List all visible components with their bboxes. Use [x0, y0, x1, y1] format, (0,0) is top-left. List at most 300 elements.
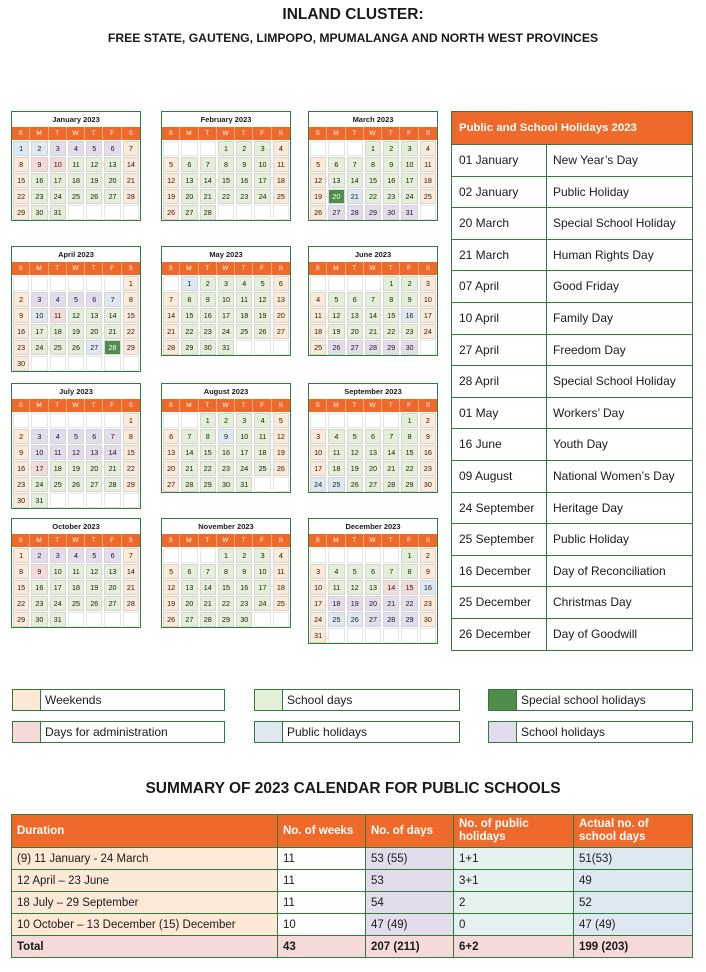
day-cell: 16: [13, 324, 29, 339]
day-cell: 5: [68, 429, 84, 444]
day-cell: 22: [401, 461, 417, 476]
day-cell: 11: [50, 445, 66, 460]
day-cell: 7: [181, 429, 197, 444]
day-cell: 5: [310, 157, 326, 172]
weekday-label: T: [382, 399, 400, 412]
empty-day-cell: [68, 413, 84, 428]
weekday-label: M: [180, 262, 198, 275]
day-cell: 1: [365, 141, 381, 156]
empty-day-cell: [328, 548, 344, 563]
weekday-label: S: [162, 262, 180, 275]
month-calendar: [11, 111, 141, 221]
day-cell: 26: [86, 596, 102, 611]
day-cell: 19: [68, 324, 84, 339]
day-cell: 10: [236, 429, 252, 444]
page-title: INLAND CLUSTER:: [282, 6, 424, 23]
day-cell: 27: [365, 612, 381, 627]
weekday-label: T: [199, 262, 217, 275]
month-calendar: [11, 518, 141, 628]
legend-label: School days: [287, 693, 353, 707]
day-cell: 13: [328, 173, 344, 188]
holiday-row: [452, 397, 692, 429]
day-cell: 24: [254, 596, 270, 611]
day-cell: 22: [365, 189, 381, 204]
weekday-label: S: [309, 262, 327, 275]
day-cell: 2: [31, 548, 47, 563]
weekday-label: T: [85, 534, 103, 547]
weekday-label: M: [180, 127, 198, 140]
day-cell: 2: [31, 141, 47, 156]
holiday-row: [452, 334, 692, 366]
day-cell: 8: [218, 564, 234, 579]
day-cell: 12: [328, 308, 344, 323]
day-cell: 16: [200, 308, 216, 323]
day-cell: 6: [86, 292, 102, 307]
day-cell: 25: [328, 477, 344, 492]
day-cell: 25: [236, 324, 252, 339]
weekday-label: W: [364, 534, 382, 547]
day-cell: 2: [401, 276, 417, 291]
summary-title: SUMMARY OF 2023 CALENDAR FOR PUBLIC SCHOOLS: [145, 780, 561, 797]
summary-header: No. of weeks: [278, 815, 366, 848]
day-cell: 3: [218, 276, 234, 291]
day-cell: 15: [383, 308, 399, 323]
day-cell: 1: [181, 276, 197, 291]
empty-day-cell: [163, 141, 179, 156]
day-cell: 13: [273, 292, 289, 307]
day-cell: 16: [31, 173, 47, 188]
summary-cell: 51(53): [574, 848, 693, 870]
summary-cell: 2: [454, 892, 574, 914]
day-cell: 29: [218, 612, 234, 627]
weekday-label: F: [103, 127, 121, 140]
day-cell: 4: [420, 141, 436, 156]
day-cell: 21: [123, 173, 139, 188]
day-cell: 13: [347, 308, 363, 323]
day-cell: 30: [13, 493, 29, 508]
day-cell: 11: [68, 157, 84, 172]
day-cell: 24: [218, 324, 234, 339]
weekday-label: W: [364, 262, 382, 275]
day-cell: 8: [218, 157, 234, 172]
empty-day-cell: [383, 413, 399, 428]
day-cell: 5: [68, 292, 84, 307]
day-cell: 2: [218, 413, 234, 428]
day-cell: 25: [273, 189, 289, 204]
legend-item: [488, 721, 693, 743]
day-cell: 3: [310, 429, 326, 444]
month-name: March 2023: [352, 115, 394, 124]
day-cell: 10: [31, 445, 47, 460]
day-cell: 6: [328, 157, 344, 172]
day-cell: 23: [401, 324, 417, 339]
day-cell: 26: [254, 324, 270, 339]
empty-day-cell: [254, 477, 270, 492]
holiday-name: National Women’s Day: [553, 468, 675, 483]
weekday-label: S: [425, 402, 431, 409]
weekday-label: W: [217, 534, 235, 547]
weekday-label: M: [30, 262, 48, 275]
holiday-row: [452, 365, 692, 397]
month-calendar: [308, 518, 438, 644]
day-cell: 30: [13, 356, 29, 371]
holiday-date: 02 January: [452, 177, 547, 208]
holiday-row: [452, 270, 692, 302]
day-cell: 22: [13, 189, 29, 204]
holiday-row: [452, 618, 692, 650]
month-name: May 2023: [209, 250, 243, 259]
day-cell: 19: [347, 461, 363, 476]
weekday-label: S: [278, 537, 284, 544]
day-cell: 18: [68, 173, 84, 188]
day-cell: 28: [365, 340, 381, 355]
day-cell: 31: [236, 477, 252, 492]
day-cell: 8: [13, 564, 29, 579]
day-cell: 3: [50, 548, 66, 563]
weekday-header: [12, 534, 140, 547]
summary-header: Duration: [12, 815, 278, 848]
weekday-label: S: [12, 534, 30, 547]
holiday-name: Special School Holiday: [553, 216, 676, 231]
day-cell: 2: [13, 292, 29, 307]
empty-day-cell: [31, 356, 47, 371]
holiday-name: Workers’ Day: [553, 405, 625, 420]
day-cell: 24: [50, 189, 66, 204]
empty-day-cell: [383, 548, 399, 563]
weekday-label: T: [235, 262, 253, 275]
summary-cell: 47 (49): [366, 914, 454, 936]
summary-cell: 53 (55): [366, 848, 454, 870]
weekday-label: F: [400, 534, 418, 547]
summary-cell: 11: [278, 848, 366, 870]
day-cell: 6: [365, 429, 381, 444]
holiday-date: 26 December: [452, 619, 547, 650]
day-cell: 11: [328, 445, 344, 460]
day-cell: 26: [163, 205, 179, 220]
day-cell: 15: [401, 445, 417, 460]
day-cell: 24: [310, 477, 326, 492]
day-cell: 8: [365, 157, 381, 172]
empty-day-cell: [86, 413, 102, 428]
month-calendar: [308, 383, 438, 493]
day-cell: 11: [254, 429, 270, 444]
day-cell: 11: [50, 308, 66, 323]
weekday-label: S: [162, 534, 180, 547]
day-cell: 6: [347, 292, 363, 307]
day-cell: 16: [401, 308, 417, 323]
weekday-label: F: [103, 399, 121, 412]
day-cell: 27: [328, 205, 344, 220]
weekday-label: W: [217, 127, 235, 140]
day-cell: 21: [383, 596, 399, 611]
day-cell: 12: [68, 308, 84, 323]
day-cell: 24: [310, 612, 326, 627]
day-cell: 30: [31, 612, 47, 627]
day-cell: 20: [104, 580, 120, 595]
day-cell: 28: [104, 340, 120, 355]
empty-day-cell: [68, 612, 84, 627]
day-cell: 9: [383, 157, 399, 172]
holiday-row: [452, 428, 692, 460]
day-cell: 17: [420, 308, 436, 323]
empty-day-cell: [181, 413, 197, 428]
month-name: June 2023: [354, 250, 392, 259]
empty-day-cell: [123, 612, 139, 627]
holiday-date: 24 September: [452, 493, 547, 524]
weekday-label: S: [128, 537, 134, 544]
holiday-name: Day of Reconciliation: [553, 563, 666, 578]
legend-item: [12, 689, 225, 711]
day-cell: 3: [31, 429, 47, 444]
summary-table: [11, 814, 693, 958]
holiday-date: 16 June: [452, 429, 547, 460]
day-cell: 8: [13, 157, 29, 172]
day-cell: 14: [123, 157, 139, 172]
summary-row: [12, 870, 693, 892]
day-cell: 18: [236, 308, 252, 323]
empty-day-cell: [254, 205, 270, 220]
day-cell: 15: [123, 445, 139, 460]
day-cell: 29: [365, 205, 381, 220]
day-cell: 7: [383, 564, 399, 579]
day-cell: 28: [347, 205, 363, 220]
legend-label: Special school holidays: [521, 693, 646, 707]
legend-swatch: [489, 722, 517, 742]
day-cell: 23: [236, 596, 252, 611]
day-cell: 8: [181, 292, 197, 307]
day-cell: 26: [68, 340, 84, 355]
month-calendar: [11, 246, 141, 372]
day-cell: 30: [218, 477, 234, 492]
day-cell: 26: [163, 612, 179, 627]
day-cell: 12: [254, 292, 270, 307]
weekday-label: M: [30, 399, 48, 412]
day-cell: 31: [50, 612, 66, 627]
weekday-label: T: [85, 399, 103, 412]
day-cell: 15: [218, 580, 234, 595]
day-cell: 22: [218, 596, 234, 611]
day-cell: 26: [347, 612, 363, 627]
day-cell: 15: [200, 445, 216, 460]
day-cell: 14: [104, 445, 120, 460]
weekday-label: T: [85, 127, 103, 140]
day-cell: 21: [200, 189, 216, 204]
day-cell: 20: [365, 596, 381, 611]
day-cell: 15: [13, 173, 29, 188]
holiday-row: [452, 239, 692, 271]
day-cell: 18: [254, 445, 270, 460]
day-cell: 28: [383, 477, 399, 492]
day-cell: 28: [200, 205, 216, 220]
day-cell: 10: [310, 445, 326, 460]
empty-day-cell: [273, 612, 289, 627]
month-calendar: [161, 111, 291, 221]
weekday-label: T: [382, 127, 400, 140]
day-cell: 4: [68, 548, 84, 563]
weekday-label: W: [217, 262, 235, 275]
day-cell: 28: [383, 612, 399, 627]
day-cell: 13: [181, 173, 197, 188]
summary-header: Actual no. of school days: [574, 815, 693, 848]
summary-cell: 10 October – 13 December (15) December: [12, 914, 278, 936]
holiday-list-title: Public and School Holidays 2023: [452, 112, 692, 144]
day-cell: 24: [401, 189, 417, 204]
day-cell: 17: [31, 461, 47, 476]
day-cell: 12: [68, 445, 84, 460]
day-cell: 2: [236, 141, 252, 156]
summary-cell: 52: [574, 892, 693, 914]
day-cell: 19: [86, 580, 102, 595]
empty-day-cell: [328, 413, 344, 428]
day-cell: 21: [383, 461, 399, 476]
day-cell: 24: [236, 461, 252, 476]
day-cell: 28: [181, 477, 197, 492]
day-cell: 14: [123, 564, 139, 579]
day-cell: 15: [181, 308, 197, 323]
weekday-label: T: [49, 127, 67, 140]
day-cell: 17: [50, 173, 66, 188]
day-cell: 1: [123, 413, 139, 428]
day-cell: 6: [273, 276, 289, 291]
day-cell: 3: [254, 548, 270, 563]
weekday-header: [12, 399, 140, 412]
day-cell: 16: [383, 173, 399, 188]
day-cell: 29: [383, 340, 399, 355]
month-name: January 2023: [52, 115, 100, 124]
weekday-header: [12, 127, 140, 140]
day-cell: 6: [104, 548, 120, 563]
empty-day-cell: [104, 612, 120, 627]
day-cell: 27: [181, 205, 197, 220]
day-cell: 29: [200, 477, 216, 492]
day-cell: 15: [123, 308, 139, 323]
weekday-label: F: [253, 262, 271, 275]
empty-day-cell: [200, 141, 216, 156]
day-cell: 7: [123, 141, 139, 156]
weekday-header: [309, 534, 437, 547]
day-cell: 12: [310, 173, 326, 188]
empty-day-cell: [347, 413, 363, 428]
empty-day-cell: [401, 628, 417, 643]
empty-day-cell: [86, 205, 102, 220]
weekday-label: S: [425, 265, 431, 272]
weekday-label: S: [278, 402, 284, 409]
summary-cell: 49: [574, 870, 693, 892]
day-cell: 20: [86, 461, 102, 476]
day-cell: 22: [181, 324, 197, 339]
day-cell: 25: [68, 189, 84, 204]
legend-label: School holidays: [521, 725, 606, 739]
weekday-label: S: [162, 127, 180, 140]
holiday-date: 01 January: [452, 145, 547, 176]
weekday-label: T: [199, 399, 217, 412]
day-cell: 14: [383, 580, 399, 595]
day-cell: 4: [328, 564, 344, 579]
weekday-label: S: [12, 399, 30, 412]
empty-day-cell: [86, 276, 102, 291]
weekday-header: [162, 262, 290, 275]
day-cell: 16: [236, 173, 252, 188]
weekday-label: T: [346, 127, 364, 140]
weekday-label: W: [364, 127, 382, 140]
day-cell: 19: [68, 461, 84, 476]
day-cell: 13: [86, 308, 102, 323]
day-cell: 14: [104, 308, 120, 323]
day-cell: 19: [273, 445, 289, 460]
summary-cell: Total: [12, 936, 278, 958]
summary-cell: 207 (211): [366, 936, 454, 958]
holiday-date: 20 March: [452, 208, 547, 239]
day-cell: 23: [383, 189, 399, 204]
empty-day-cell: [104, 493, 120, 508]
day-cell: 29: [401, 612, 417, 627]
weekday-label: S: [278, 130, 284, 137]
holiday-date: 10 April: [452, 303, 547, 334]
day-cell: 1: [218, 141, 234, 156]
day-cell: 22: [200, 461, 216, 476]
day-cell: 5: [86, 141, 102, 156]
empty-day-cell: [181, 141, 197, 156]
day-cell: 23: [31, 189, 47, 204]
day-cell: 27: [273, 324, 289, 339]
month-name: August 2023: [203, 387, 249, 396]
day-cell: 30: [401, 340, 417, 355]
weekday-label: S: [128, 265, 134, 272]
summary-cell: 3+1: [454, 870, 574, 892]
day-cell: 31: [310, 628, 326, 643]
day-cell: 18: [273, 580, 289, 595]
day-cell: 3: [420, 276, 436, 291]
day-cell: 28: [104, 477, 120, 492]
weekday-label: S: [12, 262, 30, 275]
day-cell: 20: [347, 324, 363, 339]
day-cell: 18: [68, 580, 84, 595]
day-cell: 6: [181, 157, 197, 172]
day-cell: 1: [401, 548, 417, 563]
empty-day-cell: [123, 356, 139, 371]
summary-cell: 10: [278, 914, 366, 936]
day-cell: 10: [50, 564, 66, 579]
day-cell: 17: [254, 173, 270, 188]
day-cell: 9: [236, 564, 252, 579]
day-cell: 18: [328, 596, 344, 611]
empty-day-cell: [123, 205, 139, 220]
day-cell: 4: [273, 548, 289, 563]
empty-day-cell: [86, 356, 102, 371]
day-cell: 25: [310, 340, 326, 355]
month-calendar: [161, 518, 291, 628]
day-cell: 14: [200, 580, 216, 595]
day-cell: 13: [104, 564, 120, 579]
day-cell: 28: [163, 340, 179, 355]
day-cell: 31: [50, 205, 66, 220]
day-cell: 29: [123, 477, 139, 492]
holiday-row: [452, 492, 692, 524]
day-cell: 5: [254, 276, 270, 291]
day-cell: 18: [273, 173, 289, 188]
day-cell: 24: [31, 340, 47, 355]
empty-day-cell: [123, 493, 139, 508]
day-cell: 22: [401, 596, 417, 611]
empty-day-cell: [236, 340, 252, 355]
empty-day-cell: [420, 628, 436, 643]
day-cell: 21: [104, 324, 120, 339]
day-cell: 7: [200, 157, 216, 172]
holiday-row: [452, 555, 692, 587]
weekday-label: F: [400, 399, 418, 412]
empty-day-cell: [328, 628, 344, 643]
day-cell: 1: [123, 276, 139, 291]
